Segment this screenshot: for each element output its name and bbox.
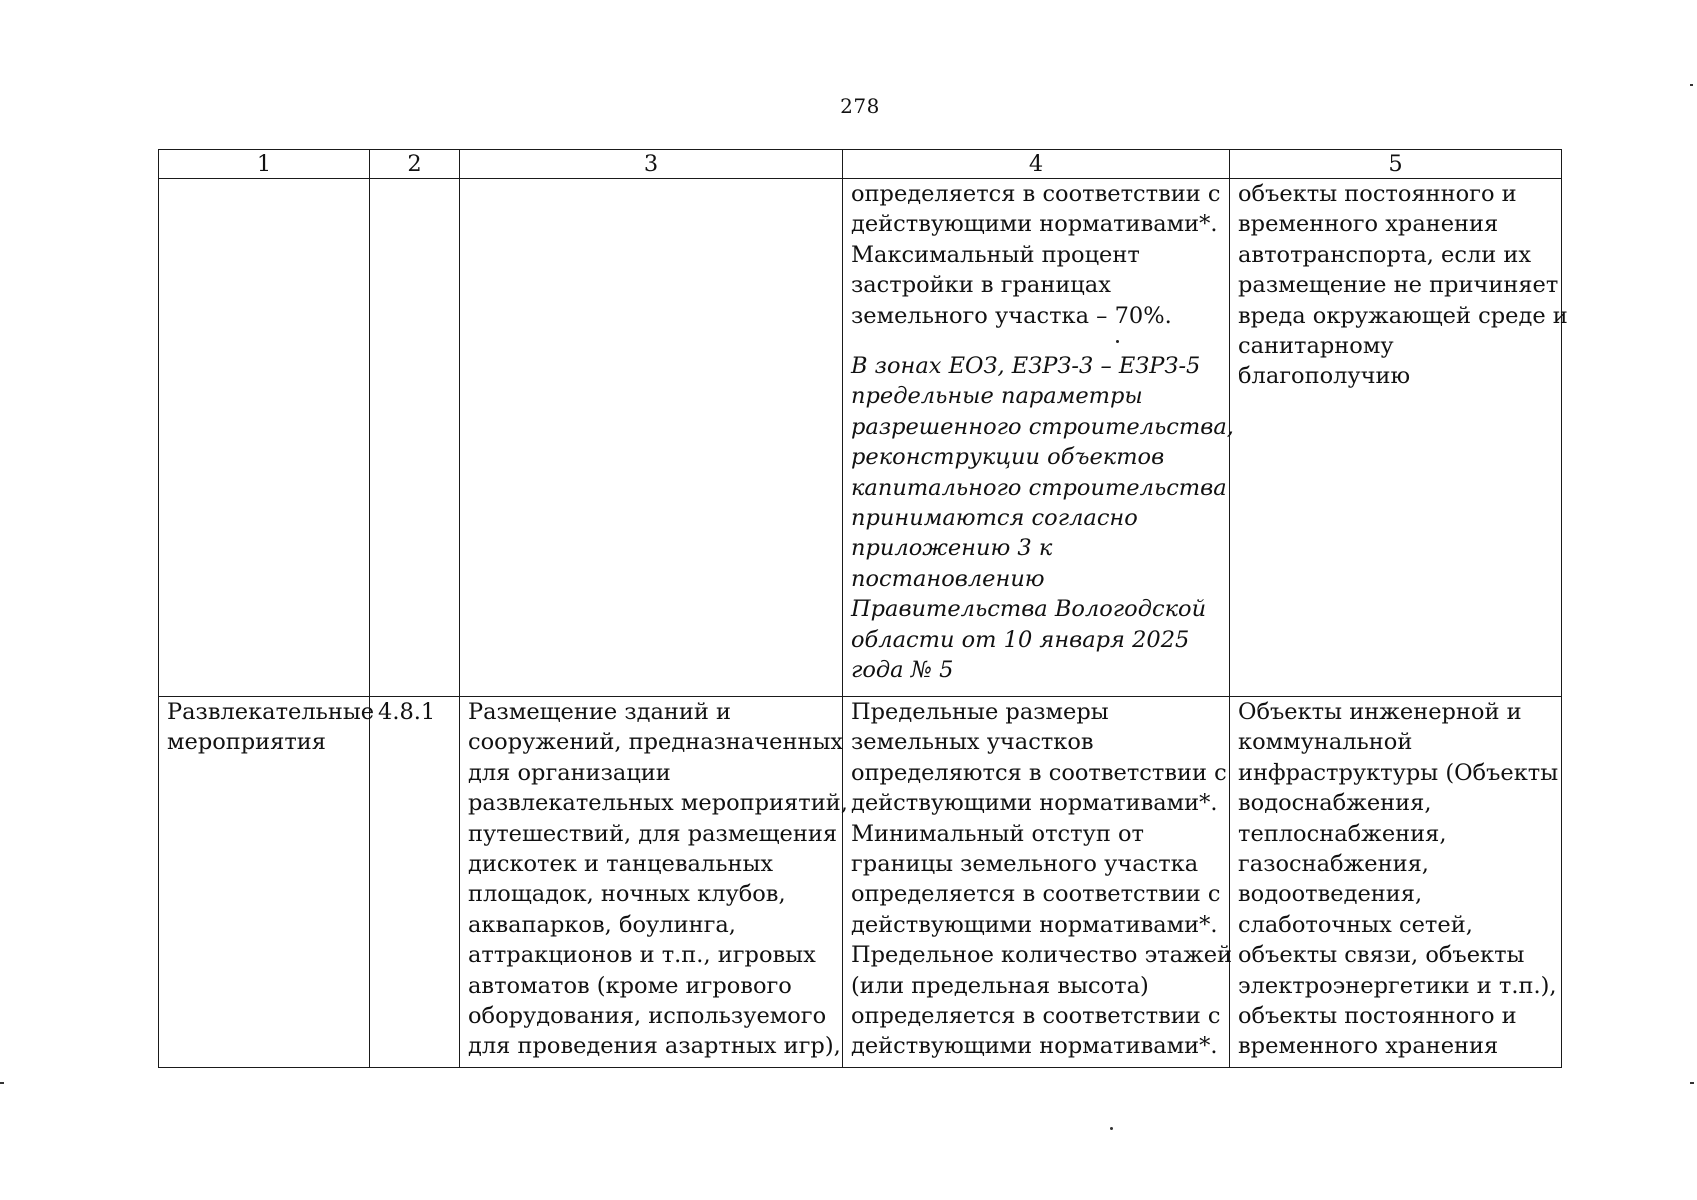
cell-text-line: размещение не причиняет — [1238, 272, 1559, 299]
table-cell — [370, 179, 460, 697]
cell-text-line: благополучию — [1238, 363, 1411, 390]
table-header-row — [159, 150, 1562, 179]
cell-text-line: водоотведения, — [1238, 881, 1423, 908]
cell-text-line: площадок, ночных клубов, — [468, 881, 786, 908]
column-header: 5 — [1230, 150, 1562, 179]
cell-text-line: теплоснабжения, — [1238, 820, 1447, 847]
italic-text-line: приложению 3 к — [851, 535, 1053, 562]
cell-text-line: водоснабжения, — [1238, 790, 1432, 817]
cell-text-line: Размещение зданий и — [468, 699, 732, 725]
cell-text-line: объекты постоянного и — [1238, 1003, 1517, 1030]
cell-text-line: для проведения азартных игр), — [468, 1033, 841, 1060]
cell-text-line: вреда окружающей среде и — [1238, 302, 1568, 329]
cell-text-line: временного хранения — [1238, 1033, 1499, 1060]
cell-text-line: санитарному — [1238, 333, 1394, 360]
cell-text-line: для организации — [468, 759, 671, 786]
cell-text-line: мероприятия — [167, 729, 326, 756]
cell-text-line: автоматов (кроме игрового — [468, 972, 792, 999]
cell-text-line: слаботочных сетей, — [1238, 911, 1473, 938]
parameters-cell — [843, 179, 1234, 697]
cell-text-line: застройки в границах — [851, 272, 1111, 299]
cell-text-line: Предельное количество этажей — [851, 942, 1233, 969]
cell-text-line: сооружений, предназначенных — [468, 729, 844, 756]
scan-speck — [851, 331, 1221, 351]
cell-text-line: развлекательных мероприятий, — [468, 790, 848, 817]
scan-mark — [1110, 1127, 1113, 1130]
italic-text-line: Правительства Вологодской — [851, 596, 1207, 623]
cell-text-line: Развлекательные — [167, 699, 375, 725]
cell-text-line: определяется в соответствии с — [851, 881, 1221, 908]
column-header: 1 — [159, 150, 370, 179]
cell-text-line: действующими нормативами*. — [851, 1033, 1218, 1060]
column-header: 4 — [843, 150, 1230, 179]
parameters-cell — [843, 697, 1233, 1068]
cell-text-line: объекты связи, объекты — [1238, 942, 1525, 969]
permitted-objects-cell — [1230, 697, 1562, 1068]
italic-text-line: предельные параметры — [851, 383, 1143, 410]
column-header: 2 — [370, 150, 460, 179]
regulation-table — [158, 149, 1568, 1068]
scan-mark — [1690, 1082, 1694, 1084]
italic-text-line: капитального строительства — [851, 474, 1227, 501]
cell-text-line: газоснабжения, — [1238, 851, 1429, 878]
cell-text-line: Предельные размеры — [851, 699, 1109, 725]
cell-text-line: коммунальной — [1238, 729, 1413, 756]
cell-text-line: земельного участка – 70%. — [851, 302, 1172, 329]
cell-text-line: земельных участков — [851, 729, 1094, 756]
cell-text-line: границы земельного участка — [851, 851, 1199, 878]
scan-mark — [1690, 84, 1693, 86]
cell-text-line: (или предельная высота) — [851, 972, 1149, 999]
cell-text-line: временного хранения — [1238, 211, 1499, 238]
cell-text-line: аквапарков, боулинга, — [468, 911, 736, 938]
cell-text-line: Минимальный отступ от — [851, 820, 1144, 847]
cell-text-line: объекты постоянного и — [1238, 181, 1517, 207]
cell-text-line: определяется в соответствии с — [851, 181, 1221, 207]
cell-text-line: дискотек и танцевальных — [468, 851, 774, 878]
cell-text-line: путешествий, для размещения — [468, 820, 838, 847]
italic-text-line: В зонах ЕОЗ, ЕЗРЗ-3 – ЕЗРЗ-5 — [851, 353, 1201, 380]
cell-text-line: Объекты инженерной и — [1238, 699, 1522, 725]
cell-text-line: аттракционов и т.п., игровых — [468, 942, 816, 969]
cell-text-line: определяется в соответствии с — [851, 1003, 1221, 1030]
italic-text-line: реконструкции объектов — [851, 444, 1165, 471]
cell-text-line: инфраструктуры (Объекты — [1238, 759, 1559, 786]
italic-text-line: области от 10 января 2025 — [851, 626, 1190, 653]
column-header: 3 — [460, 150, 843, 179]
cell-text-line: электроэнергетики и т.п.), — [1238, 972, 1557, 999]
cell-text-line: оборудования, используемого — [468, 1003, 827, 1030]
table-row — [159, 697, 1562, 1068]
cell-text-line: определяются в соответствии с — [851, 759, 1227, 786]
cell-text-line: автотранспорта, если их — [1238, 241, 1532, 268]
table-cell — [159, 179, 370, 697]
cell-text-line: действующими нормативами*. — [851, 790, 1218, 817]
italic-text-line: года № 5 — [851, 657, 954, 684]
table-cell — [460, 179, 843, 697]
page-number: 278 — [840, 94, 880, 118]
italic-text-line: принимаются согласно — [851, 505, 1138, 532]
use-code-cell: 4.8.1 — [370, 697, 460, 1068]
cell-text-line: действующими нормативами*. — [851, 911, 1218, 938]
italic-text-line: постановлению — [851, 565, 1045, 592]
cell-text-line: действующими нормативами*. — [851, 211, 1218, 238]
table-row — [159, 179, 1562, 697]
description-cell — [460, 697, 848, 1068]
scan-mark — [0, 1082, 4, 1084]
permitted-objects-cell — [1230, 179, 1568, 697]
italic-text-line: разрешенного строительства, — [851, 413, 1234, 440]
cell-text-line: Максимальный процент — [851, 241, 1140, 268]
use-type-cell — [159, 697, 375, 1068]
